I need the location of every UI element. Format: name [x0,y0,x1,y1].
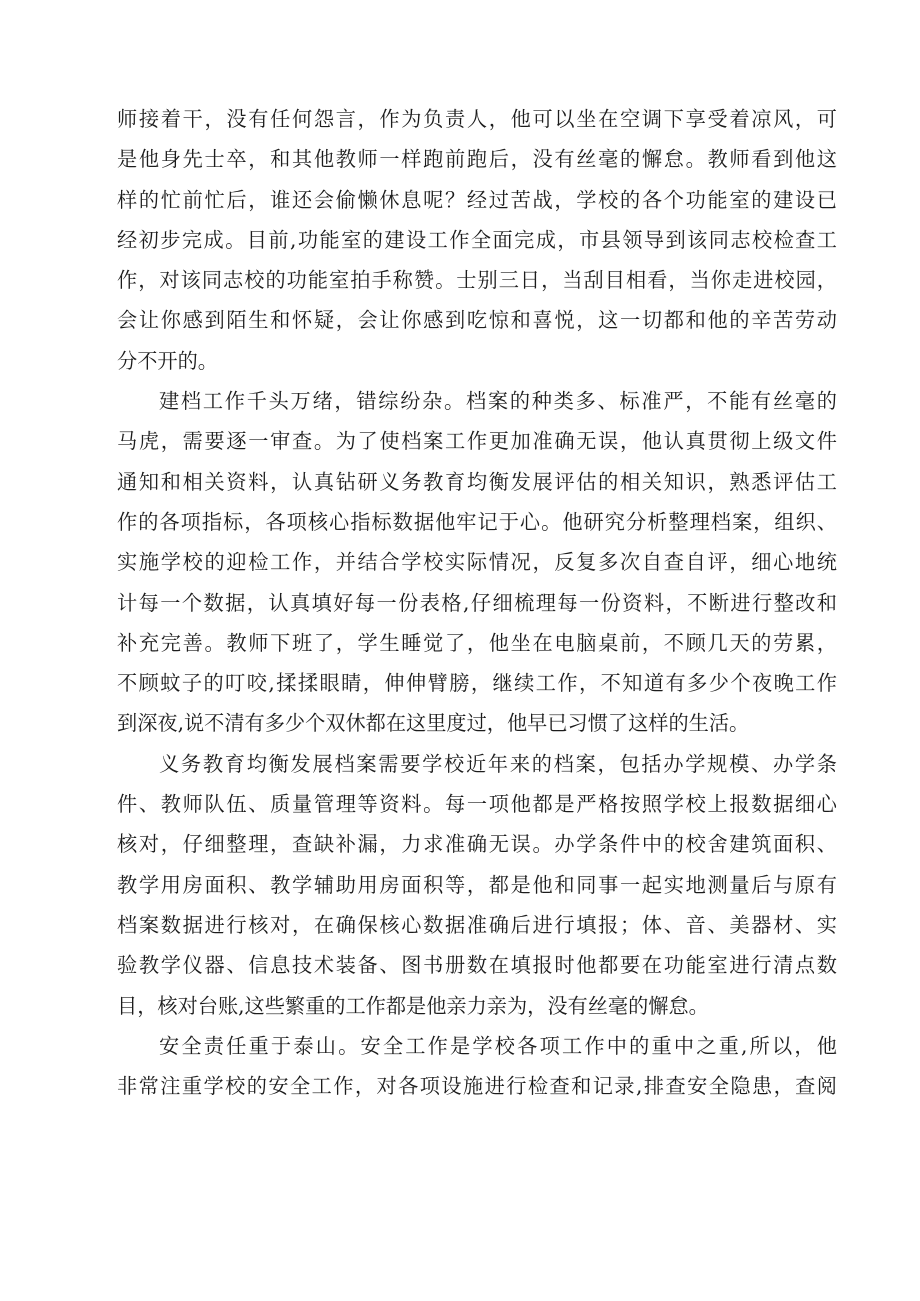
paragraph-2-line-3: 通知和相关资料，认真钻研义务教育均衡发展评估的相关知识，熟悉评估工 [117,469,837,494]
paragraph-4-line-2: 非常注重学校的安全工作，对各项设施进行检查和记录,排查安全隐患，查阅 [117,1074,837,1099]
paragraph-2-line-6: 计每一个数据，认真填好每一份表格,仔细梳理每一份资料，不断进行整改和 [117,590,837,615]
paragraph-2-line-2: 马虎，需要逐一审查。为了使档案工作更加准确无误，他认真贯彻上级文件 [117,429,837,454]
paragraph-2-line-4: 作的各项指标，各项核心指标数据他牢记于心。他研究分析整理档案，组织、 [117,509,837,534]
paragraph-2-line-9: 到深夜,说不清有多少个双休都在这里度过，他早已习惯了这样的生活。 [117,711,750,736]
paragraph-2-line-5: 实施学校的迎检工作，并结合学校实际情况，反复多次自查自评，细心地统 [117,550,837,575]
paragraph-1-line-3: 样的忙前忙后，谁还会偷懒休息呢？经过苦战，学校的各个功能室的建设已 [117,187,837,212]
paragraph-4-line-1: 安全责任重于泰山。安全工作是学校各项工作中的重中之重,所以，他 [159,1033,837,1058]
paragraph-1-line-6: 会让你感到陌生和怀疑，会让你感到吃惊和喜悦，这一切都和他的辛苦劳动 [117,308,837,333]
paragraph-2-line-8: 不顾蚊子的叮咬,揉揉眼睛，伸伸臂膀，继续工作，不知道有多少个夜晚工作 [117,671,837,696]
paragraph-3-line-7: 目，核对台账,这些繁重的工作都是他亲力亲为，没有丝毫的懈怠。 [117,993,709,1018]
paragraph-3-line-1: 义务教育均衡发展档案需要学校近年来的档案，包括办学规模、办学条 [159,751,837,776]
paragraph-3-line-2: 件、教师队伍、质量管理等资料。每一项他都是严格按照学校上报数据细心 [117,792,837,817]
paragraph-3-line-6: 验教学仪器、信息技术装备、图书册数在填报时他都要在功能室进行清点数 [117,953,837,978]
paragraph-1-line-2: 是他身先士卒，和其他教师一样跑前跑后，没有丝毫的懈怠。教师看到他这 [117,147,837,172]
document-body [117,99,837,1106]
paragraph-1-line-5: 作，对该同志校的功能室拍手称赞。士别三日，当刮目相看，当你走进校园， [117,268,837,293]
paragraph-3-line-4: 教学用房面积、教学辅助用房面积等，都是他和同事一起实地测量后与原有 [117,872,837,897]
paragraph-3-line-5: 档案数据进行核对，在确保核心数据准确后进行填报；体、音、美器材、实 [117,912,837,937]
paragraph-1-line-7: 分不开的。 [117,348,218,373]
paragraph-2-line-7: 补充完善。教师下班了，学生睡觉了，他坐在电脑桌前，不顾几天的劳累， [117,630,837,655]
paragraph-2-line-1: 建档工作千头万绪，错综纷杂。档案的种类多、标准严，不能有丝毫的 [159,389,837,414]
paragraph-1-line-4: 经初步完成。目前,功能室的建设工作全面完成，市县领导到该同志校检查工 [117,227,837,252]
paragraph-3-line-3: 核对，仔细整理，查缺补漏，力求准确无误。办学条件中的校舍建筑面积、 [117,832,837,857]
paragraph-1-line-1: 师接着干，没有任何怨言，作为负责人，他可以坐在空调下享受着凉风，可 [117,107,837,131]
